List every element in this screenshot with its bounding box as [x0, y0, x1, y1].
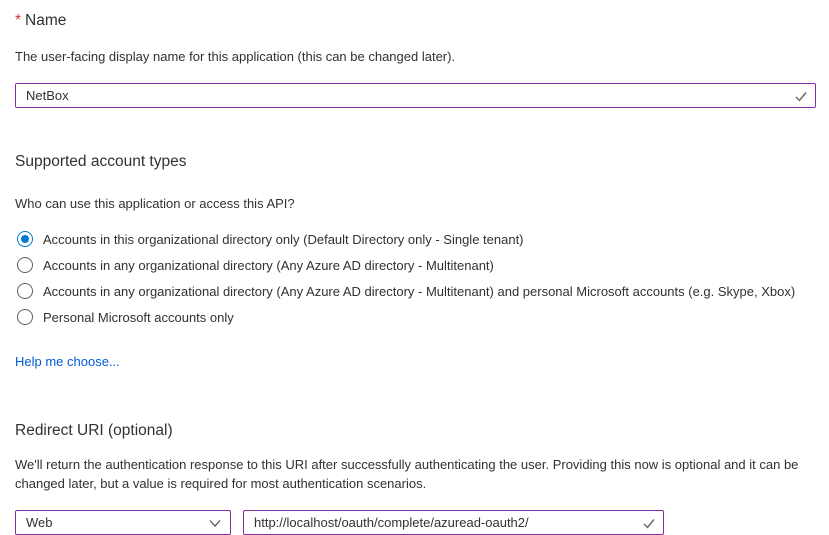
radio-unselected-icon[interactable] — [17, 283, 33, 299]
name-description: The user-facing display name for this application (this can be changed later). — [15, 49, 456, 64]
radio-option-label: Accounts in this organizational directory only (Default Directory only - Single tenant) — [43, 231, 524, 247]
radio-option-multitenant[interactable] — [15, 252, 814, 278]
name-section-title — [15, 11, 814, 31]
redirect-uri-title: Redirect URI (optional) — [15, 422, 173, 439]
name-section-title-text: Name — [25, 12, 67, 29]
radio-unselected-icon[interactable] — [17, 257, 33, 273]
required-marker: * — [15, 12, 22, 29]
redirect-uri-input-wrap — [243, 510, 664, 535]
name-input[interactable] — [15, 83, 816, 108]
account-types-title: Supported account types — [15, 153, 187, 170]
radio-option-multitenant-personal[interactable] — [15, 278, 814, 304]
radio-option-label: Personal Microsoft accounts only — [43, 309, 234, 325]
redirect-uri-description: We'll return the authentication response to this URI after successfully authenticating the user. Providing this now is optional and it can be changed later, but a value is required for most authentication scenarios. — [15, 457, 799, 491]
account-types-radio-group — [15, 226, 814, 330]
radio-option-label: Accounts in any organizational directory (Any Azure AD directory - Multitenant) — [43, 257, 494, 273]
redirect-uri-input[interactable] — [243, 510, 664, 535]
radio-option-label: Accounts in any organizational directory (Any Azure AD directory - Multitenant) and personal Microsoft accounts (e.g. Skype, Xbox) — [43, 283, 796, 299]
redirect-uri-row — [15, 510, 814, 535]
platform-select[interactable] — [15, 510, 231, 535]
radio-selected-icon[interactable] — [17, 231, 33, 247]
platform-select-value: Web — [26, 515, 53, 530]
radio-option-single-tenant[interactable] — [15, 226, 814, 252]
radio-option-personal-only[interactable] — [15, 304, 814, 330]
name-input-wrap — [15, 83, 816, 108]
radio-unselected-icon[interactable] — [17, 309, 33, 325]
account-types-question: Who can use this application or access this API? — [15, 196, 295, 211]
chevron-down-icon — [208, 516, 222, 530]
help-me-choose-link[interactable]: Help me choose... — [15, 354, 120, 369]
